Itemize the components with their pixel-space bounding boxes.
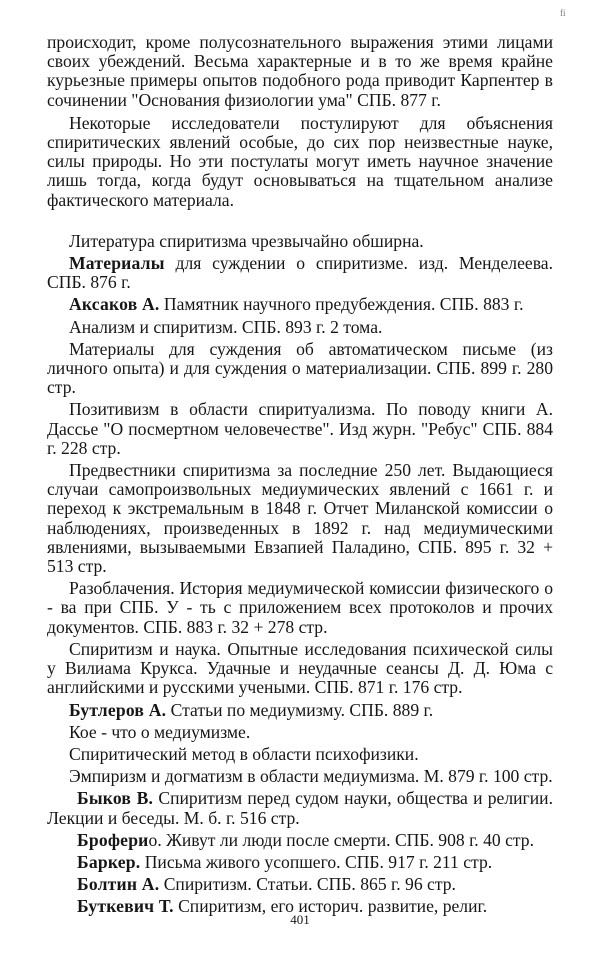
bib-entry [47,767,553,786]
bib-entry [47,254,553,292]
bib-entry [47,340,553,398]
entry-text: Разоблачения. История медиумической комиссии физического о - ва при СПБ. У - ть с приложением всех протоколов и прочих документов. СПБ. 883 г. 32 + 278 стр. [47,578,553,637]
entry-text: для суждении о спиритизме. изд. Менделеева. СПБ. 876 г. [47,253,553,293]
entry-text: Спиритический метод в области психофизики. [69,743,419,764]
bib-entry [47,701,553,720]
entry-author: Быков В. [77,788,154,809]
bib-entry [47,831,553,850]
bib-entry [47,789,553,827]
bib-entry [47,295,553,314]
entry-author: Брофери [77,829,149,850]
corner-mark: fi [560,8,566,18]
entry-text: Предвестники спиритизма за последние 250 лет. Выдающиеся случаи самопроизвольных медиумических явлений с 1661 г. и переход к экстремальным в 1848 г. Отчет Миланской комиссии о наблюдениях, произведенных в 1892 г. над медиумическими явлениями, вызываемыми Евзапией Паладино, СПБ. 895 г. 32 + 513 стр. [47,460,553,577]
entry-text: о. Живут ли люди после смерти. СПБ. 908 г. 40 стр. [148,829,535,850]
bib-entry [47,723,553,742]
literature-intro: Литература спиритизма чрезвычайно обширна. [69,230,424,251]
entry-text: Памятник научного предубеждения. СПБ. 883 г. [159,294,524,315]
entry-text: Анализм и спиритизм. СПБ. 893 г. 2 тома. [69,316,383,337]
bib-entry [47,640,553,698]
bib-entry [47,579,553,637]
entry-text: Позитивизм в области спиритуализма. По поводу книги А. Дассье "О посмертном человечестве". Изд журн. "Ребус" СПБ. 884 г. 228 стр. [47,399,553,458]
bib-entry [47,318,553,337]
entry-author: Материалы [69,253,165,274]
entry-text: Спиритизм и наука. Опытные исследования психической силы у Вилиама Крукса. Удачные и неудачные сеансы Д. Д. Юма с английскими и русскими учеными. СПБ. 871 г. 176 стр. [47,638,553,698]
entry-author: Аксаков А. [69,294,160,315]
entry-author: Бутлеров А. [69,699,167,720]
entry-author: Болтин А. [77,874,160,895]
entry-text: Спиритизм. Статьи. СПБ. 865 г. 96 стр. [159,874,456,895]
entry-text: Спиритизм, его историч. развитие, религ. [173,896,488,917]
entry-text: Спиритизм перед судом науки, общества и религии. Лекции и беседы. М. б. г. 516 стр. [47,788,554,828]
bib-entry [47,875,553,894]
entry-text: Материалы для суждения об автоматическом письме (из личного опыта) и для суждения о материализации. СПБ. 899 г. 280 стр. [47,338,553,398]
entry-text: Эмпиризм и догматизм в области медиумизма. М. 879 г. 100 стр. [69,766,553,787]
entry-text: Письма живого усопшего. СПБ. 917 г. 211 стр. [140,851,493,872]
page-text [47,33,553,917]
bib-entry [47,461,553,576]
bib-entry [47,400,553,458]
entry-author: Баркер. [77,851,141,872]
paragraph: Некоторые исследователи постулируют для объяснения спиритических явлений особые, до сих пор неизвестные науке, силы природы. Но эти постулаты могут иметь научное значение лишь тогда, когда будут основываться на тщательном анализе фактического материала. [47,112,553,210]
entry-text: Статьи по медиумизму. СПБ. 889 г. [166,699,434,720]
page-number: 401 [290,912,310,927]
entry-text: Кое - что о медиумизме. [69,721,251,742]
entry-author: Буткевич Т. [77,896,174,917]
paragraph-continuation: происходит, кроме полусознательного выражения этими лицами своих убеждений. Весьма характерные и в то же время крайне курьезные примеры опытов подобного рода приводит Карпентер в сочинении "Основания физиологии ума" СПБ. 877 г. [47,32,553,110]
bib-entry [47,853,553,872]
bib-entry [47,745,553,764]
